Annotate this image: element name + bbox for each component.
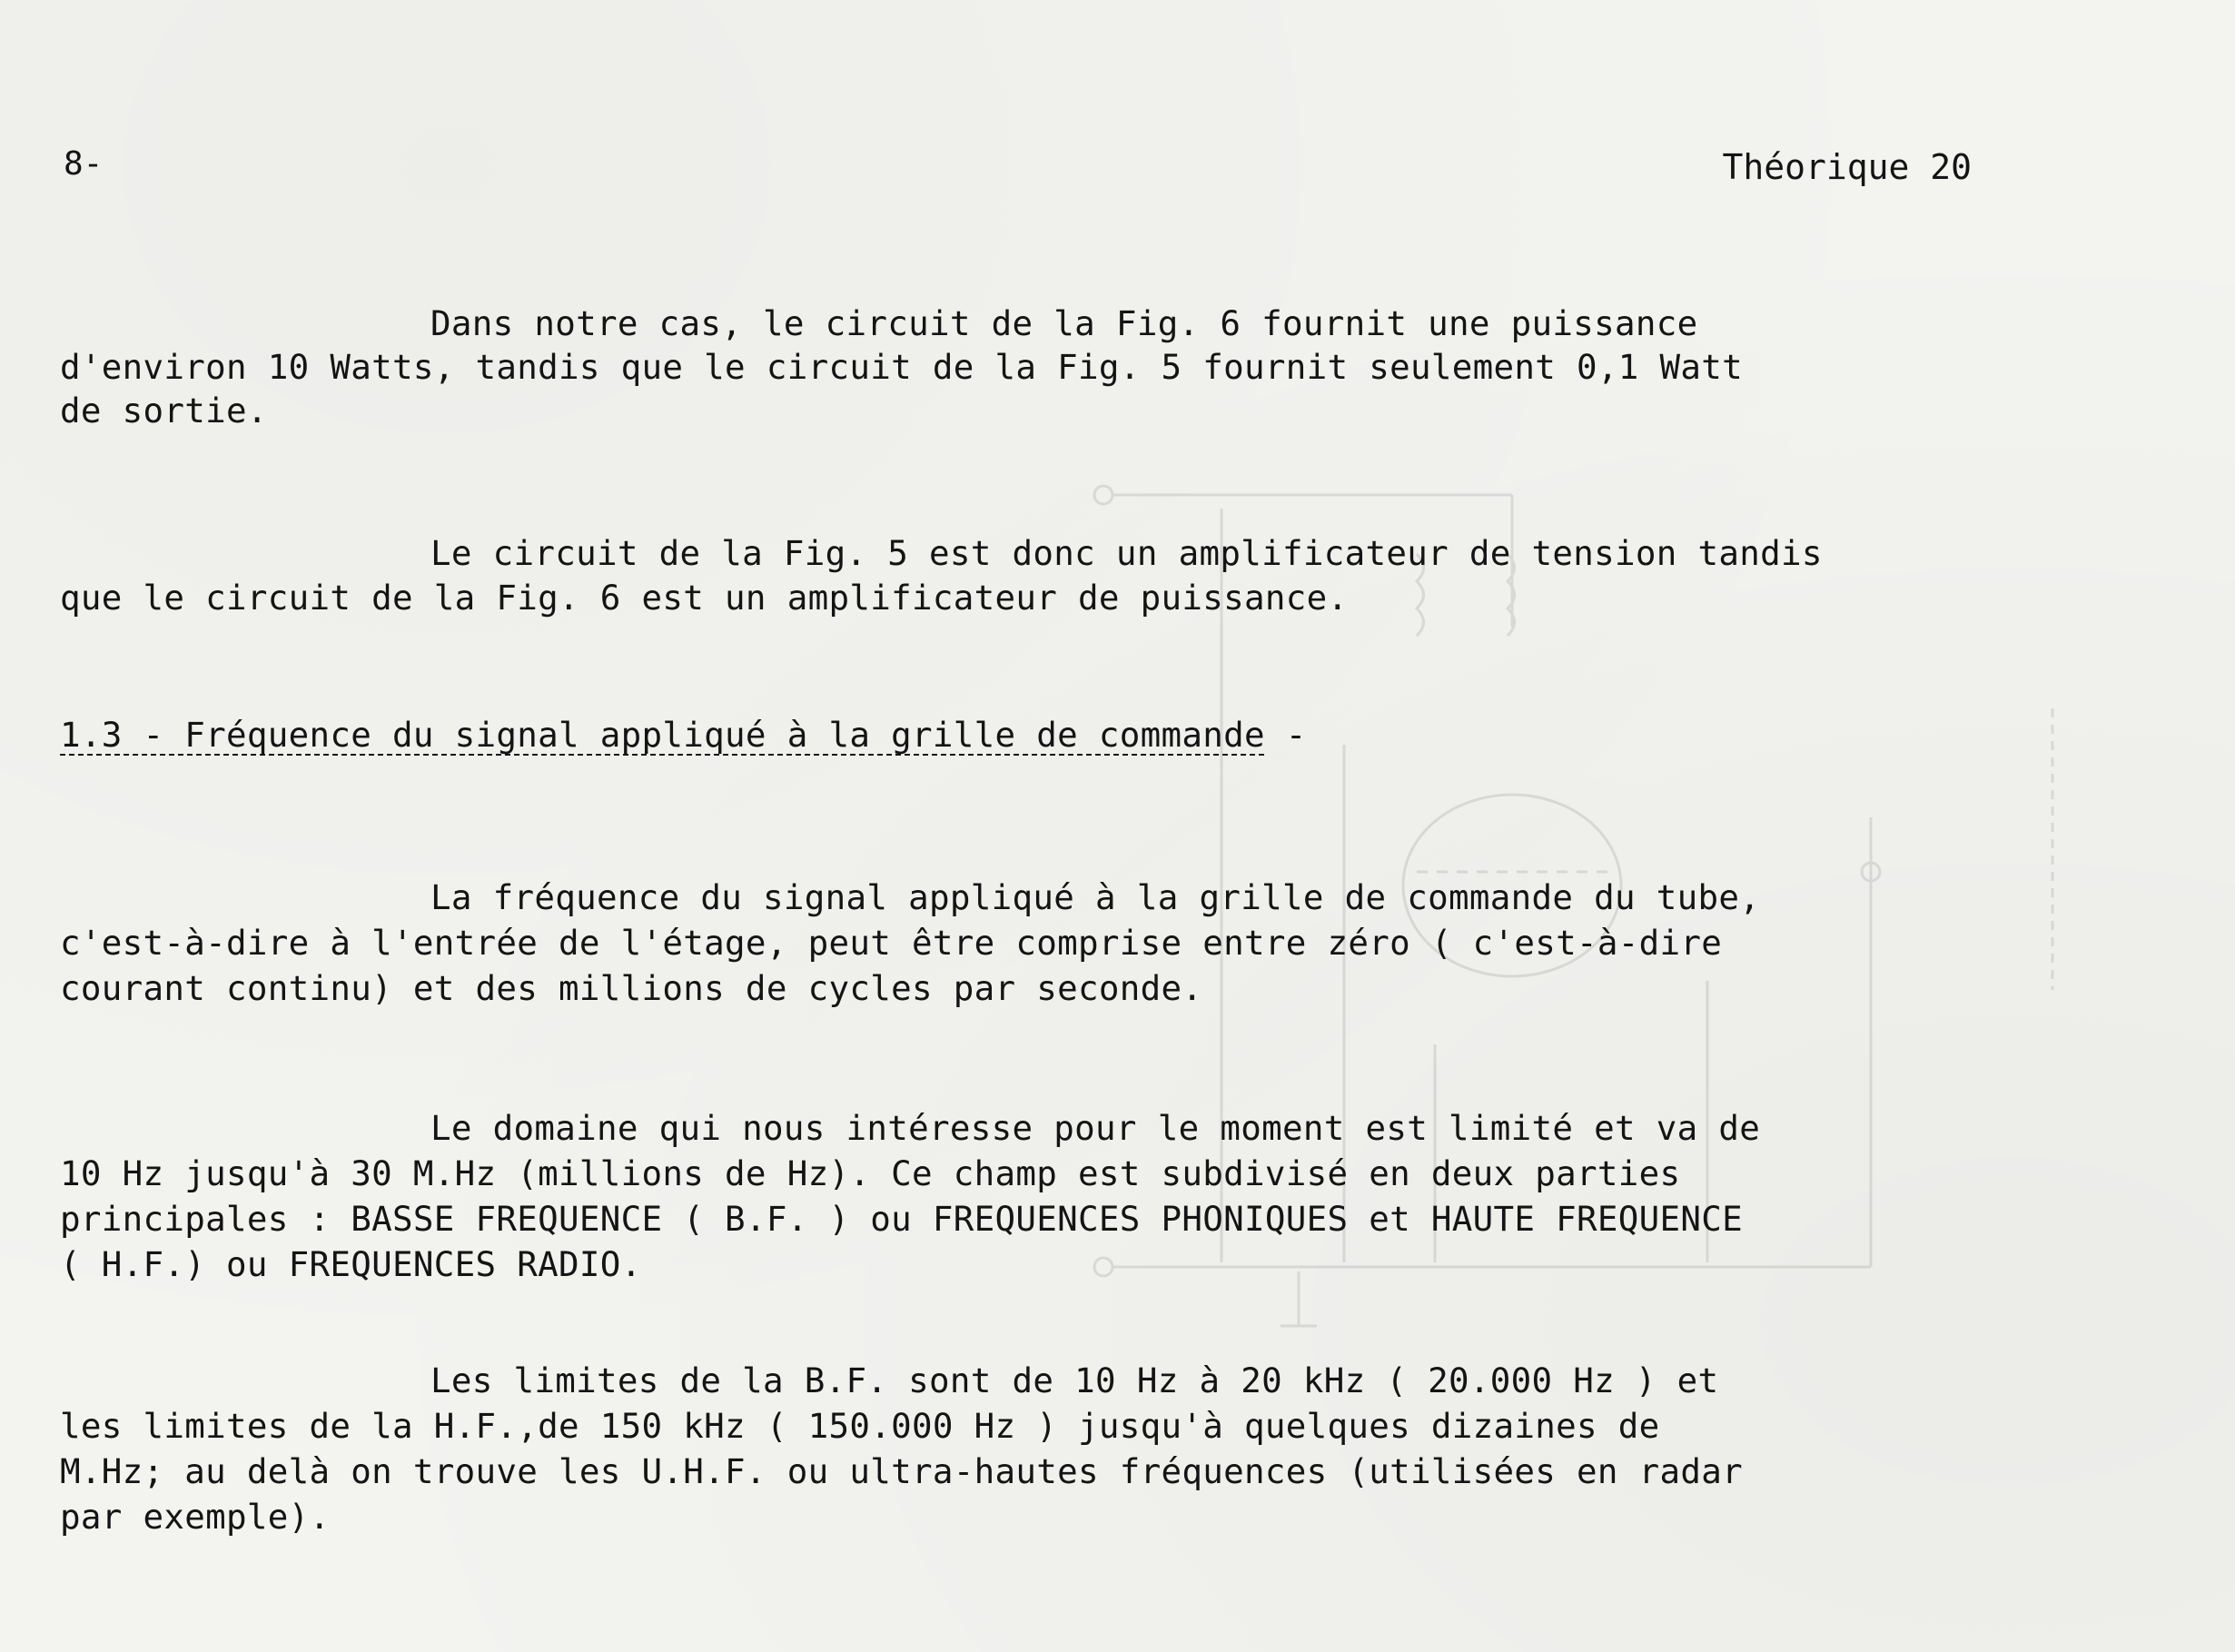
paragraph-line: d'environ 10 Watts, tandis que le circuit de la Fig. 5 fournit seulement 0,1 Watt xyxy=(60,347,1744,387)
paragraph-line: principales : BASSE FREQUENCE ( B.F. ) ou FREQUENCES PHONIQUES et HAUTE FREQUENCE xyxy=(60,1199,1744,1239)
paragraph-line: ( H.F.) ou FREQUENCES RADIO. xyxy=(60,1244,642,1284)
page-number: 8- xyxy=(64,145,104,183)
paragraph-line: Le circuit de la Fig. 5 est donc un amplificateur de tension tandis xyxy=(430,533,1823,573)
paragraph-line: Les limites de la B.F. sont de 10 Hz à 20 kHz ( 20.000 Hz ) et xyxy=(430,1360,1719,1400)
paragraph-line: M.Hz; au delà on trouve les U.H.F. ou ultra-hautes fréquences (utilisées en radar xyxy=(60,1451,1744,1491)
paragraph-line: Dans notre cas, le circuit de la Fig. 6 fournit une puissance xyxy=(430,303,1698,343)
paragraph-line: que le circuit de la Fig. 6 est un amplificateur de puissance. xyxy=(60,578,1349,618)
paragraph-line: les limites de la H.F.,de 150 kHz ( 150.000 Hz ) jusqu'à quelques dizaines de xyxy=(60,1406,1660,1446)
paragraph-line: de sortie. xyxy=(60,391,268,430)
paragraph-line: 10 Hz jusqu'à 30 M.Hz (millions de Hz). Ce champ est subdivisé en deux parties xyxy=(60,1153,1681,1193)
section-title: Théorique 20 xyxy=(1722,147,1972,187)
section-heading xyxy=(60,713,1307,757)
section-heading-dash: - xyxy=(1264,715,1307,755)
paragraph-line: courant continu) et des millions de cycles par seconde. xyxy=(60,968,1203,1008)
section-heading-text: 1.3 - Fréquence du signal appliqué à la grille de commande xyxy=(60,715,1265,755)
paragraph-line: c'est-à-dire à l'entrée de l'étage, peut être comprise entre zéro ( c'est-à-dire xyxy=(60,923,1723,963)
paragraph-line: Le domaine qui nous intéresse pour le moment est limité et va de xyxy=(430,1108,1761,1148)
paragraph-line: La fréquence du signal appliqué à la grille de commande du tube, xyxy=(430,877,1761,917)
paragraph-line: par exemple). xyxy=(60,1497,331,1537)
